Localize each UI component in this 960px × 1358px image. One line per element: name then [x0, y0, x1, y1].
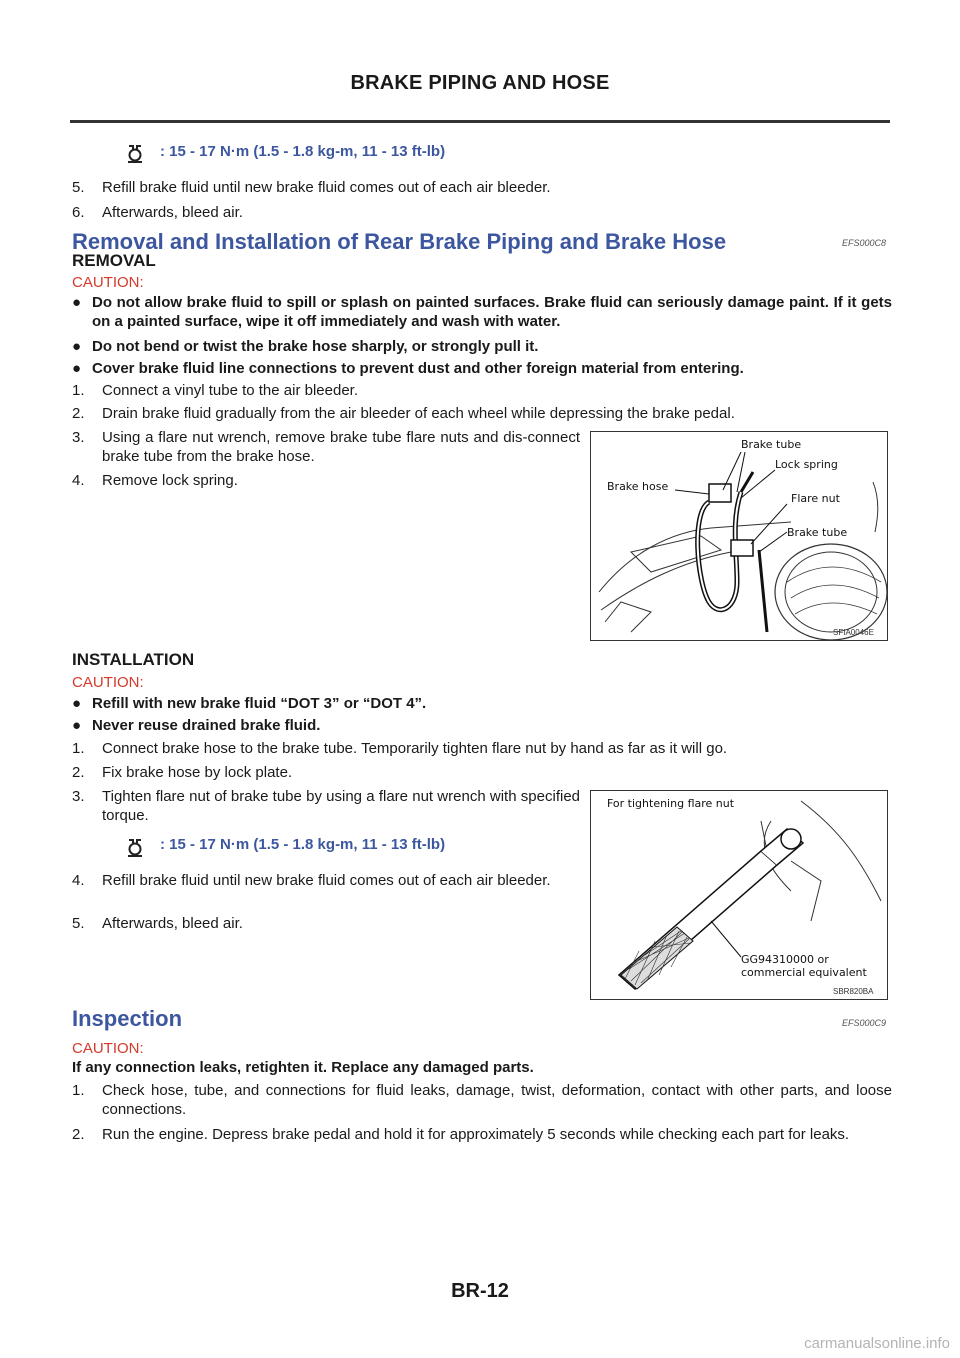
figure-title: For tightening flare nut	[607, 797, 735, 810]
label-tool-number: GG94310000 or	[741, 953, 829, 966]
bullet-icon: ●	[72, 294, 82, 311]
torque-spec: : 15 - 17 N·m (1.5 - 1.8 kg-m, 11 - 13 ft-lb)	[160, 143, 446, 160]
figure-code: SBR820BA	[833, 987, 874, 996]
caution-bullet: ● Do not bend or twist the brake hose sharply, or strongly pull it.	[72, 338, 539, 355]
list-item: 3. Tighten flare nut of brake tube by using a flare nut wrench with specified torque.	[72, 788, 580, 824]
watermark: carmanualsonline.info	[804, 1335, 950, 1352]
removal-heading: REMOVAL	[72, 251, 156, 270]
step-number: 6.	[72, 204, 85, 221]
torque-wrench-icon	[124, 142, 146, 169]
caution-bullet: ● Cover brake fluid line connections to prevent dust and other foreign material from entering.	[72, 360, 744, 377]
torque-spec: : 15 - 17 N·m (1.5 - 1.8 kg-m, 11 - 13 ft-lb)	[160, 836, 446, 853]
header-divider	[70, 120, 890, 123]
figure-flare-nut-wrench	[590, 790, 888, 1000]
page-header-title: BRAKE PIPING AND HOSE	[350, 72, 610, 94]
caution-bullet: ● Refill with new brake fluid “DOT 3” or “DOT 4”.	[72, 695, 427, 712]
list-item: 4. Refill brake fluid until new brake fluid comes out of each air bleeder.	[72, 872, 551, 889]
bullet-icon: ●	[72, 360, 82, 377]
list-item: 1. Check hose, tube, and connections for fluid leaks, damage, twist, deformation, contact with other parts, and loose connections.	[72, 1082, 892, 1118]
step-number: 5.	[72, 179, 85, 196]
list-item: 1. Connect a vinyl tube to the air bleeder.	[72, 382, 358, 399]
label-tool-alt: commercial equivalent	[741, 966, 867, 979]
label-flare-nut: Flare nut	[791, 492, 840, 505]
list-item: 2. Run the engine. Depress brake pedal and hold it for approximately 5 seconds while checking each part for leaks.	[72, 1126, 850, 1143]
list-item: 2. Drain brake fluid gradually from the air bleeder of each wheel while depressing the brake pedal.	[72, 405, 735, 422]
caution-bullet: ● Never reuse drained brake fluid.	[72, 717, 321, 734]
figure-code: SFIA0046E	[833, 628, 874, 637]
torque-wrench-icon	[124, 836, 146, 863]
caution-label: CAUTION:	[72, 1040, 144, 1057]
inspection-title: Inspection	[72, 1006, 183, 1031]
label-brake-tube: Brake tube	[741, 438, 802, 451]
caution-bullet: ● Do not allow brake fluid to spill or splash on painted surfaces. Brake fluid can seriously damage paint. If it gets on a painted surface, wipe it off immediately and wash with water.	[72, 294, 892, 330]
list-item: 2. Fix brake hose by lock plate.	[72, 764, 293, 781]
figure-brake-hose-diagram	[590, 431, 888, 641]
caution-text: If any connection leaks, retighten it. Replace any damaged parts.	[72, 1059, 534, 1076]
installation-heading: INSTALLATION	[72, 650, 195, 669]
caution-label: CAUTION:	[72, 274, 144, 291]
list-item	[72, 178, 892, 197]
list-item: 1. Connect brake hose to the brake tube. Temporarily tighten flare nut by hand as far as it will go.	[72, 740, 728, 757]
bullet-icon: ●	[72, 338, 82, 355]
caution-label: CAUTION:	[72, 674, 144, 691]
bullet-icon: ●	[72, 695, 82, 712]
label-lock-spring: Lock spring	[775, 458, 838, 471]
list-item	[72, 203, 892, 222]
page-number: BR-12	[451, 1280, 509, 1302]
step-text: Refill brake fluid until new brake fluid comes out of each air bleeder.	[102, 179, 551, 196]
section-code: EFS000C9	[842, 1018, 887, 1028]
section-title: Removal and Installation of Rear Brake Piping and Brake Hose	[72, 229, 727, 254]
list-item: 4. Remove lock spring.	[72, 472, 238, 489]
section-code: EFS000C8	[842, 238, 887, 248]
label-brake-hose: Brake hose	[607, 480, 669, 493]
step-text: Afterwards, bleed air.	[102, 204, 243, 221]
list-item: 5. Afterwards, bleed air.	[72, 915, 243, 932]
label-brake-tube-lower: Brake tube	[787, 526, 848, 539]
bullet-icon: ●	[72, 717, 82, 734]
list-item: 3. Using a flare nut wrench, remove brake tube flare nuts and dis-connect brake tube from the brake hose.	[72, 429, 580, 465]
